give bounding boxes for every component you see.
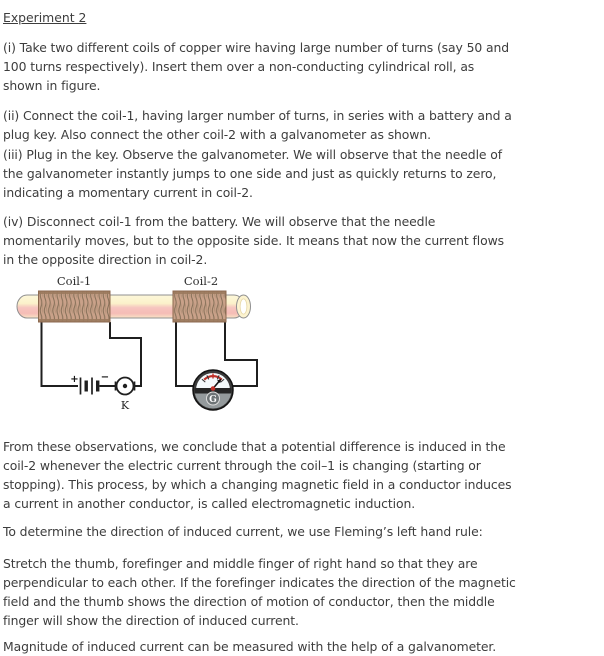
coil-2: [173, 291, 226, 322]
text-line: perpendicular to each other. If the forefinger indicates the direction of the magnetic: [3, 575, 516, 590]
page-title: Experiment 2: [3, 10, 87, 25]
text-line: (iv) Disconnect coil-1 from the battery. We will observe that the needle: [3, 214, 436, 229]
plug-key: [116, 378, 135, 413]
text-line: field and the thumb shows the direction of motion of conductor, then the middle: [3, 594, 495, 609]
text-line: Magnitude of induced current can be measured with the help of a galvanometer.: [3, 639, 497, 654]
text-line: plug key. Also connect the other coil-2 with a galvanometer as shown.: [3, 127, 431, 142]
fleming-rule-paragraph: [3, 554, 598, 630]
text-line: indicating a momentary current in coil-2.: [3, 185, 253, 200]
galvanometer: [193, 370, 233, 411]
galvanometer-label: G: [209, 395, 217, 405]
text-line: in the opposite direction in coil-2.: [3, 252, 208, 267]
text-line: momentarily moves, but to the opposite side. It means that now the current flows: [3, 233, 504, 248]
text-line: the galvanometer instantly jumps to one side and just as quickly returns to zero,: [3, 166, 497, 181]
text-line: (iii) Plug in the key. Observe the galvanometer. We will observe that the needle of: [3, 147, 503, 162]
text-line: (i) Take two different coils of copper wire having large number of turns (say 50 and: [3, 40, 510, 55]
step-iv-paragraph: [3, 212, 598, 269]
battery-plus-sign: +: [70, 374, 79, 385]
magnitude-paragraph: [3, 637, 598, 656]
battery-minus-sign: −: [100, 372, 110, 383]
text-line: From these observations, we conclude that a potential difference is induced in the: [3, 439, 506, 454]
step-ii-paragraph: [3, 106, 598, 144]
step-i-paragraph: [3, 38, 598, 95]
battery: [70, 372, 109, 395]
step-iii-paragraph: [3, 145, 598, 202]
text-line: coil-2 whenever the electric current through the coil–1 is changing (starting or: [3, 458, 481, 473]
fleming-intro-paragraph: [3, 522, 598, 541]
coil-2-label: Coil-2: [183, 274, 219, 288]
text-line: finger will show the direction of induced current.: [3, 613, 299, 628]
text-line: a current in another conductor, is called electromagnetic induction.: [3, 496, 416, 511]
plug-key-label: K: [120, 399, 130, 412]
text-line: shown in figure.: [3, 78, 101, 93]
text-line: 100 turns respectively). Insert them over a non-conducting cylindrical roll, as: [3, 59, 475, 74]
text-line: (ii) Connect the coil-1, having larger number of turns, in series with a battery and a: [3, 108, 512, 123]
text-line: stopping). This process, by which a changing magnetic field in a conductor induces: [3, 477, 512, 492]
coil-circuit-figure: [3, 269, 598, 419]
text-line: To determine the direction of induced current, we use Fleming’s left hand rule:: [3, 524, 483, 539]
coil-1: [39, 291, 111, 322]
conclusion-paragraph: [3, 437, 598, 513]
text-line: Stretch the thumb, forefinger and middle finger of right hand so that they are: [3, 556, 478, 571]
circuit-diagram-svg: [3, 269, 604, 415]
coil-1-label: Coil-1: [56, 274, 92, 288]
